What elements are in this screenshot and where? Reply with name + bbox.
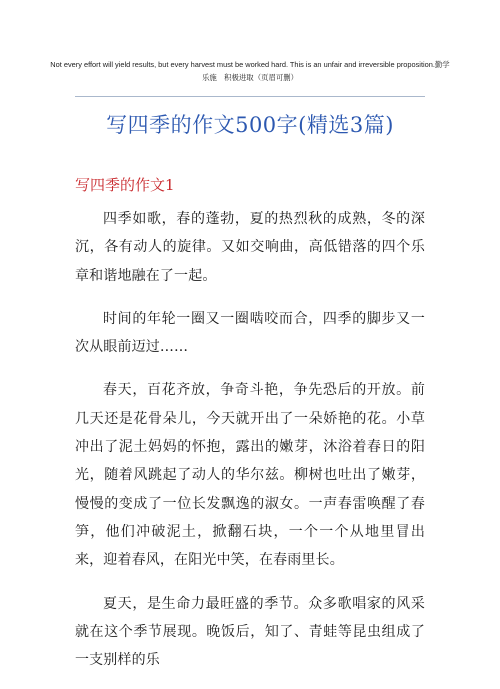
paragraph: 春天，百花齐放，争奇斗艳，争先恐后的开放。前几天还是花骨朵儿，今天就开出了一朵娇艳的花。小草冲出了泥土妈妈的怀抱，露出的嫩芽，沐浴着春日的阳光，随着风跳起了动人的华尔兹。柳树也吐出了嫩芽，慢慢的变成了一位长发飘逸的淑女。一声春雷唤醒了春笋，他们冲破泥土，掀翻石块，一个一个从地里冒出来，迎着春风，在阳光中笑，在春雨里长。 — [75, 382, 425, 569]
paragraph: 时间的年轮一圈又一圈啮咬而合，四季的脚步又一次从眼前迈过…… — [75, 310, 425, 356]
page-header-note: Not every effort will yield results, but every harvest must be worked hard. This is an unfair and irreversible proposition.勤学乐施 积极进取（页眉可删） — [50, 60, 450, 82]
paragraph: 夏天，是生命力最旺盛的季节。众多歌唱家的风采就在这个季节展现。晚饭后，知了、青蛙等昆虫组成了一支别样的乐 — [75, 595, 425, 669]
paragraph: 四季如歌，春的蓬勃，夏的热烈秋的成熟，冬的深沉，各有动人的旋律。又如交响曲，高低错落的四个乐章和谐地融在了一起。 — [75, 211, 425, 284]
document-title: 写四季的作文500字(精选3篇) — [106, 113, 394, 137]
section-heading: 写四季的作文1 — [75, 176, 175, 194]
article-body — [75, 205, 425, 689]
header-divider — [75, 96, 425, 97]
